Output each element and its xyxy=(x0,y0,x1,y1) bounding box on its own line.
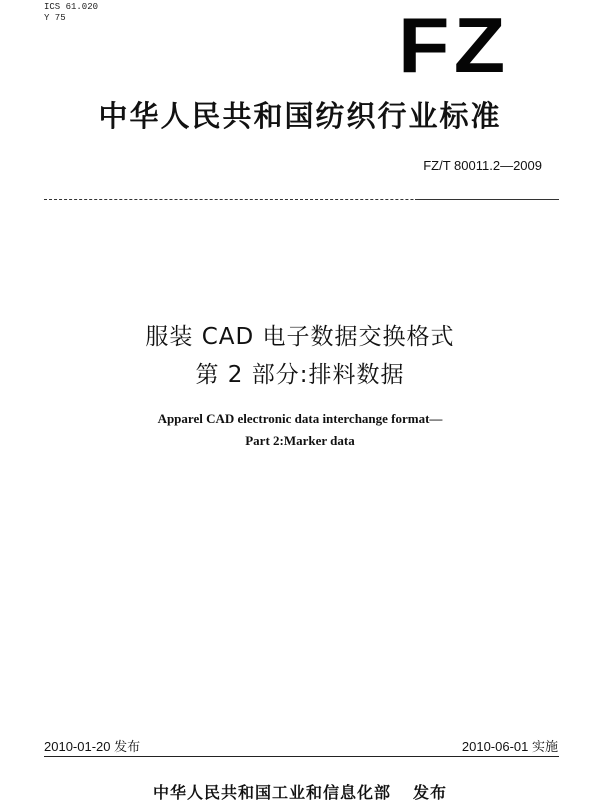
footer-divider xyxy=(44,756,559,757)
class-code: Y 75 xyxy=(44,13,66,23)
english-title-line-2: Part 2:Marker data xyxy=(245,433,355,448)
issuer-line xyxy=(0,780,600,803)
standard-number: FZ/T 80011.2—2009 xyxy=(423,158,542,173)
standard-category: 中华人民共和国纺织行业标准 xyxy=(98,99,502,133)
fz-logo: FZ xyxy=(398,1,510,89)
issuer-action: 发布 xyxy=(413,783,448,802)
issuer-name: 中华人民共和国工业和信息化部 xyxy=(152,783,391,802)
english-title-line-1: Apparel CAD electronic data interchange format— xyxy=(157,411,443,426)
header-divider-solid xyxy=(415,199,559,200)
chinese-title-line-2: 第 2 部分:排料数据 xyxy=(195,362,405,388)
chinese-title-line-1: 服装 CAD 电子数据交换格式 xyxy=(145,324,455,350)
classification-codes xyxy=(44,2,98,24)
implement-date: 2010-06-01 实施 xyxy=(461,739,558,754)
publish-date: 2010-01-20 发布 xyxy=(44,739,141,754)
ics-code: ICS 61.020 xyxy=(44,2,99,12)
